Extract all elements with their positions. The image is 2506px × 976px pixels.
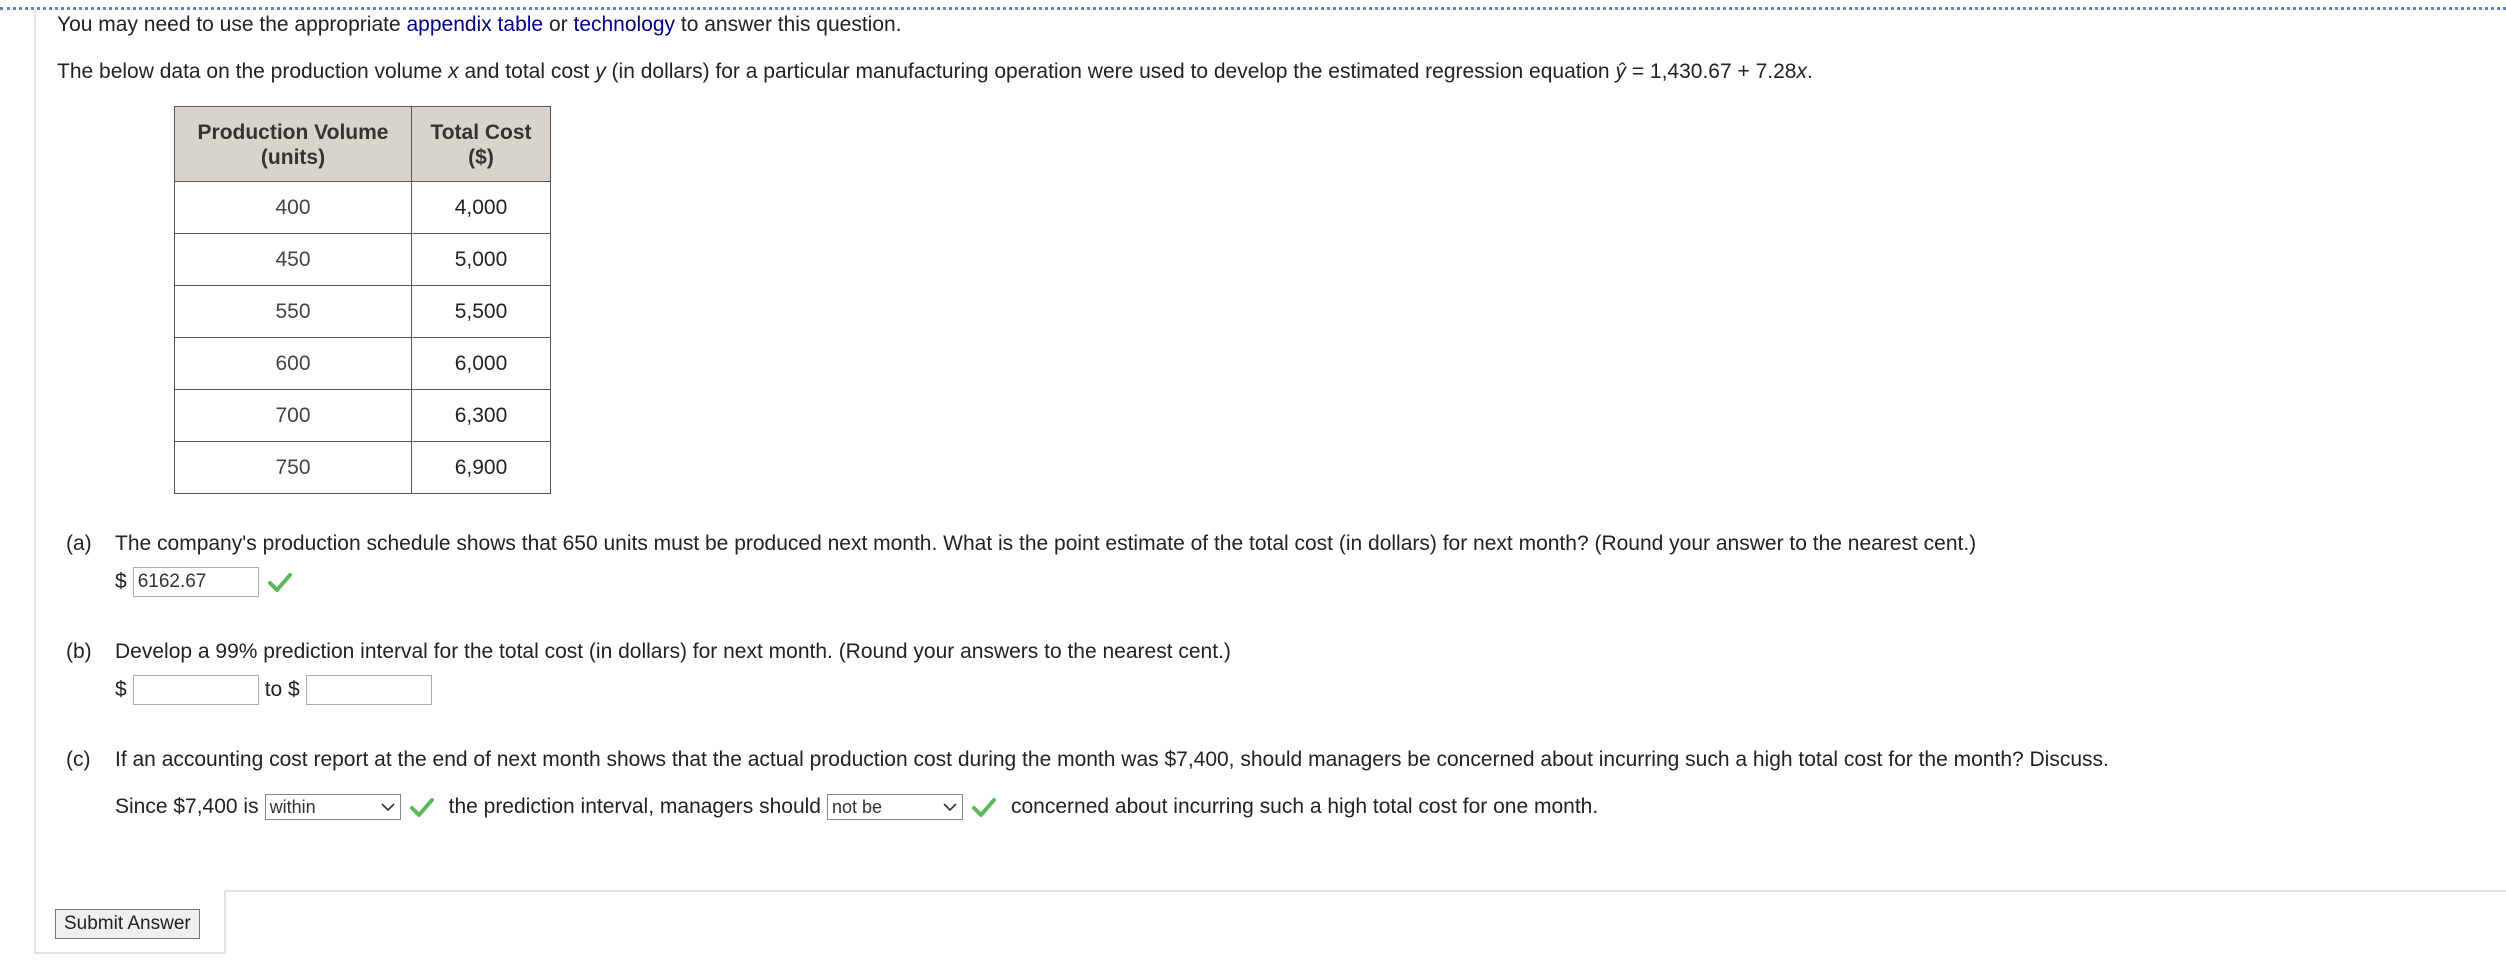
concern-select[interactable] xyxy=(827,794,963,820)
appendix-table-link[interactable]: appendix table xyxy=(406,13,544,36)
intro-prefix: You may need to use the appropriate xyxy=(57,13,401,36)
table-row xyxy=(175,338,551,390)
desc-equation: = 1,430.67 + 7.28 xyxy=(1631,60,1797,83)
part-a-label: (a) xyxy=(66,532,92,555)
part-c-answer-row xyxy=(115,794,1598,820)
to-text: to $ xyxy=(264,678,300,701)
header-total-cost: Total Cost ($) xyxy=(412,107,551,182)
concern-select-value: not be xyxy=(832,796,883,817)
cell-total-cost: 6,900 xyxy=(412,442,551,494)
submit-area-top-border xyxy=(226,890,2506,892)
part-c-question: If an accounting cost report at the end of next month shows that the actual production cost during the month was $7,400, should managers be concerned about incurring such a high total cost for the month? Discuss. xyxy=(115,748,2109,771)
desc-part: (in dollars) for a particular manufacturing operation were used to develop the estimated regression equation xyxy=(611,60,1610,83)
data-table xyxy=(174,106,551,494)
submit-area-divider xyxy=(224,890,226,954)
part-b-answer-row xyxy=(115,675,432,705)
point-estimate-input[interactable]: 6162.67 xyxy=(133,567,259,597)
header-production-volume: Production Volume (units) xyxy=(175,107,412,182)
table-row xyxy=(175,390,551,442)
currency-symbol: $ xyxy=(115,570,127,593)
cell-total-cost: 5,500 xyxy=(412,286,551,338)
left-border xyxy=(34,10,36,954)
chevron-down-icon xyxy=(380,802,396,812)
desc-part: The below data on the production volume xyxy=(57,60,443,83)
table-row xyxy=(175,442,551,494)
top-dotted-border xyxy=(0,7,2506,10)
table-header-row xyxy=(175,107,551,182)
cell-production-volume: 600 xyxy=(175,338,412,390)
end-text: concerned about incurring such a high total cost for one month. xyxy=(1011,795,1599,818)
within-select-value: within xyxy=(269,796,316,817)
cell-production-volume: 400 xyxy=(175,182,412,234)
interval-upper-input[interactable] xyxy=(306,675,432,705)
correct-check-icon xyxy=(409,795,435,819)
desc-var-x: x xyxy=(448,60,459,83)
intro-text xyxy=(57,13,902,37)
submit-answer-button[interactable]: Submit Answer xyxy=(55,909,200,939)
since-text: Since $7,400 is xyxy=(115,795,259,818)
cell-production-volume: 550 xyxy=(175,286,412,338)
correct-check-icon xyxy=(267,570,293,594)
bottom-border xyxy=(34,952,226,954)
interval-lower-input[interactable] xyxy=(133,675,259,705)
cell-total-cost: 6,300 xyxy=(412,390,551,442)
intro-suffix: to answer this question. xyxy=(680,13,902,36)
desc-var-y: y xyxy=(595,60,606,83)
part-c-label: (c) xyxy=(66,748,91,771)
table-row xyxy=(175,234,551,286)
technology-link[interactable]: technology xyxy=(573,13,676,36)
table-row xyxy=(175,182,551,234)
cell-total-cost: 6,000 xyxy=(412,338,551,390)
desc-part: . xyxy=(1806,60,1813,83)
correct-check-icon xyxy=(971,795,997,819)
desc-yhat: ŷ xyxy=(1615,60,1626,83)
desc-var-x: x xyxy=(1796,60,1807,83)
intro-mid: or xyxy=(548,13,568,36)
table-row xyxy=(175,286,551,338)
cell-production-volume: 450 xyxy=(175,234,412,286)
currency-symbol: $ xyxy=(115,678,127,701)
cell-total-cost: 5,000 xyxy=(412,234,551,286)
cell-production-volume: 700 xyxy=(175,390,412,442)
part-b-label: (b) xyxy=(66,640,92,663)
problem-description xyxy=(57,60,1813,84)
part-a-question: The company's production schedule shows that 650 units must be produced next month. What is the point estimate of the total cost (in dollars) for next month? (Round your answer to the nearest cent.) xyxy=(115,532,1977,555)
cell-total-cost: 4,000 xyxy=(412,182,551,234)
within-select[interactable] xyxy=(265,794,401,820)
part-b-question: Develop a 99% prediction interval for the total cost (in dollars) for next month. (Round your answers to the nearest cent.) xyxy=(115,640,1231,663)
chevron-down-icon xyxy=(942,802,958,812)
cell-production-volume: 750 xyxy=(175,442,412,494)
part-a-answer-row xyxy=(115,567,293,597)
desc-part: and total cost xyxy=(464,60,590,83)
middle-text: the prediction interval, managers should xyxy=(448,795,821,818)
